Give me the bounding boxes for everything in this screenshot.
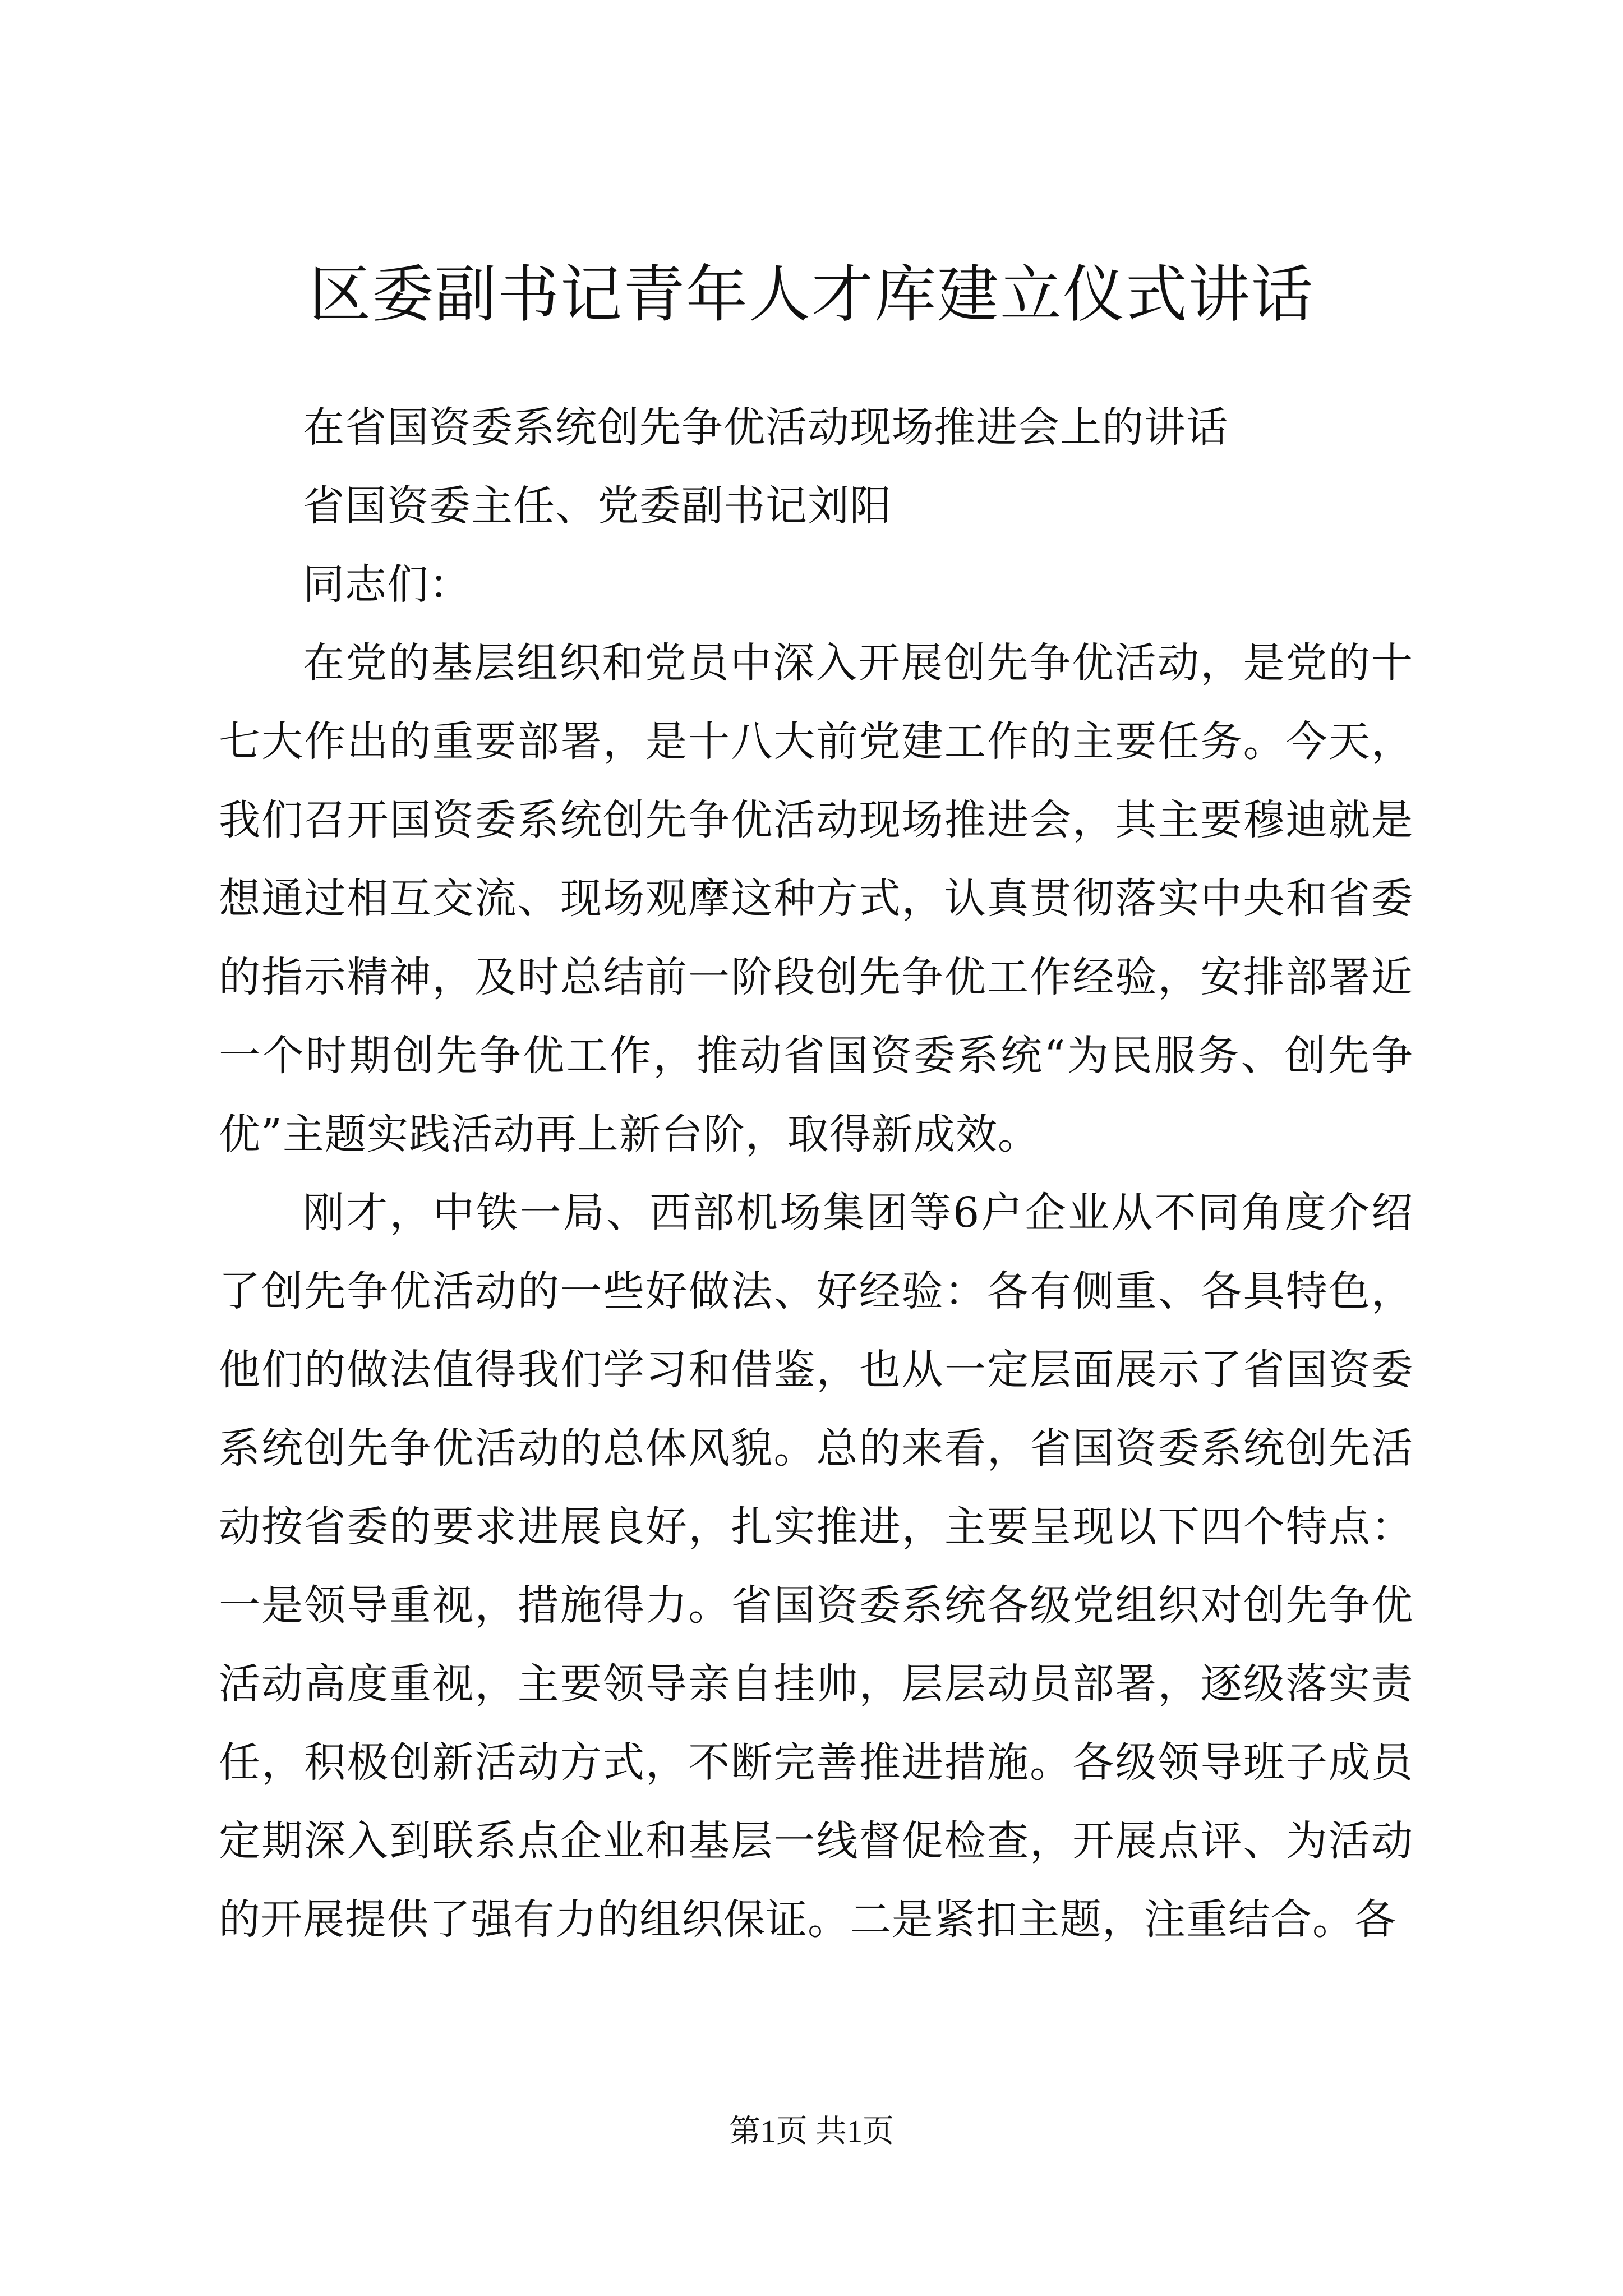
salutation-paragraph: 同志们： [303,560,471,609]
page-number-footer: 第1页 共1页 [729,2114,894,2149]
subtitle-paragraph: 在省国资委系统创先争优活动现场推进会上的讲话 [303,403,1228,452]
speaker-paragraph: 省国资委主任、党委副书记刘阳 [303,482,892,530]
document-title: 区委副书记青年人才库建立仪式讲话 [309,259,1314,330]
document-body [219,388,1413,1959]
body-paragraph: 刚才，中铁一局、西部机场集团等6户企业从不同角度介绍了创先争优活动的一些好做法、好经验：各有侧重、各具特色，他们的做法值得我们学习和借鉴，也从一定层面展示了省国资委系统创先争优活动的总体风貌。总的来看，省国资委系统创先活动按省委的要求进展良好，扎实推进，主要呈现以下四个特点：一是领导重视，措施得力。省国资委系统各级党组织对创先争优活动高度重视，主要领导亲自挂帅，层层动员部署，逐级落实责任，积极创新活动方式，不断完善推进措施。各级领导班子成员定期深入到联系点企业和基层一线督促检查，开展点评、为活动的开展提供了强有力的组织保证。二是紧扣主题，注重结合。各 [219,1189,1413,1944]
body-paragraph: 在党的基层组织和党员中深入开展创先争优活动，是党的十七大作出的重要部署，是十八大前党建工作的主要任务。今天，我们召开国资委系统创先争优活动现场推进会，其主要穆迪就是想通过相互交流、现场观摩这种方式，认真贯彻落实中央和省委的指示精神，及时总结前一阶段创先争优工作经验，安排部署近一个时期创先争优工作，推动省国资委系统“为民服务、创先争优”主题实践活动再上新台阶，取得新成效。 [219,639,1413,1158]
